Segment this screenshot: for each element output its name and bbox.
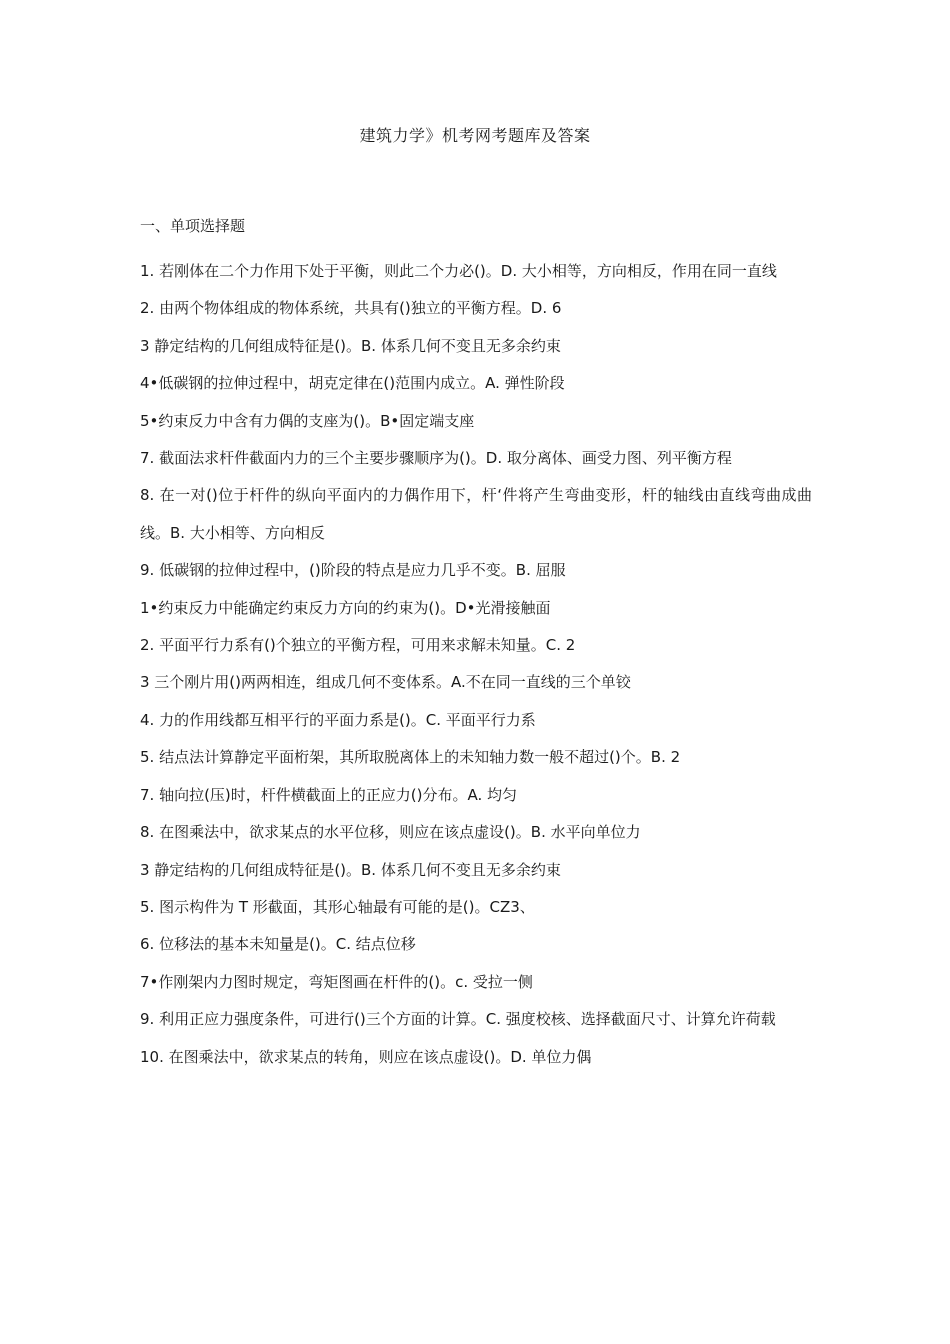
question-item: 3 静定结构的几何组成特征是()。B. 体系几何不变且无多余约束 (140, 860, 561, 879)
question-list (140, 253, 812, 1076)
question-item: 3 三个刚片用()两两相连，组成几何不变体系。A.不在同一直线的三个单铰 (140, 673, 631, 692)
question-item: 7. 截面法求杆件截面内力的三个主要步骤顺序为()。D. 取分离体、画受力图、列平衡方程 (140, 449, 732, 468)
question-item: 5•约束反力中含有力偶的支座为()。B•固定端支座 (140, 411, 475, 430)
question-item: 8. 在一对()位于杆件的纵向平面内的力偶作用下，杆‘件将产生弯曲变形，杆的轴线由直线弯曲成曲线。B. 大小相等、方向相反 (140, 486, 812, 542)
question-item: 10. 在图乘法中，欲求某点的转角，则应在该点虚设()。D. 单位力偶 (140, 1047, 592, 1066)
question-item: 6. 位移法的基本未知量是()。C. 结点位移 (140, 935, 416, 954)
question-item: 3 静定结构的几何组成特征是()。B. 体系几何不变且无多余约束 (140, 336, 561, 355)
question-item: 9. 利用正应力强度条件，可进行()三个方面的计算。C. 强度校核、选择截面尺寸、计算允许荷载 (140, 1010, 776, 1029)
question-item: 5. 结点法计算静定平面桁架，其所取脱离体上的未知轴力数一般不超过()个。B. 2 (140, 748, 681, 767)
question-item: 1•约束反力中能确定约束反力方向的约束为()。D•光滑接触面 (140, 598, 551, 617)
question-item: 2. 平面平行力系有()个独立的平衡方程，可用来求解未知量。C. 2 (140, 636, 576, 655)
document-title: 建筑力学》机考网考题库及答案 (359, 126, 591, 145)
section-heading: 一、单项选择题 (140, 217, 246, 235)
question-item: 4•低碳钢的拉伸过程中，胡克定律在()范围内成立。A. 弹性阶段 (140, 374, 565, 393)
question-item: 4. 力的作用线都互相平行的平面力系是()。C. 平面平行力系 (140, 710, 536, 729)
question-item: 7. 轴向拉(压)时，杆件横截面上的正应力()分布。A. 均匀 (140, 785, 518, 804)
question-item: 1. 若刚体在二个力作用下处于平衡，则此二个力必()。D. 大小相等，方向相反，作用在同一直线 (140, 262, 777, 280)
question-item: 8. 在图乘法中，欲求某点的水平位移，则应在该点虚设()。B. 水平向单位力 (140, 823, 641, 842)
question-item: 9. 低碳钢的拉伸过程中，()阶段的特点是应力几乎不变。B. 屈服 (140, 561, 566, 580)
question-item: 2. 由两个物体组成的物体系统，共具有()独立的平衡方程。D. 6 (140, 299, 562, 318)
question-item: 7•作刚架内力图时规定，弯矩图画在杆件的()。c. 受拉一侧 (140, 972, 533, 991)
question-item: 5. 图示构件为 T 形截面，其形心轴最有可能的是()。CZ3、 (140, 897, 535, 916)
